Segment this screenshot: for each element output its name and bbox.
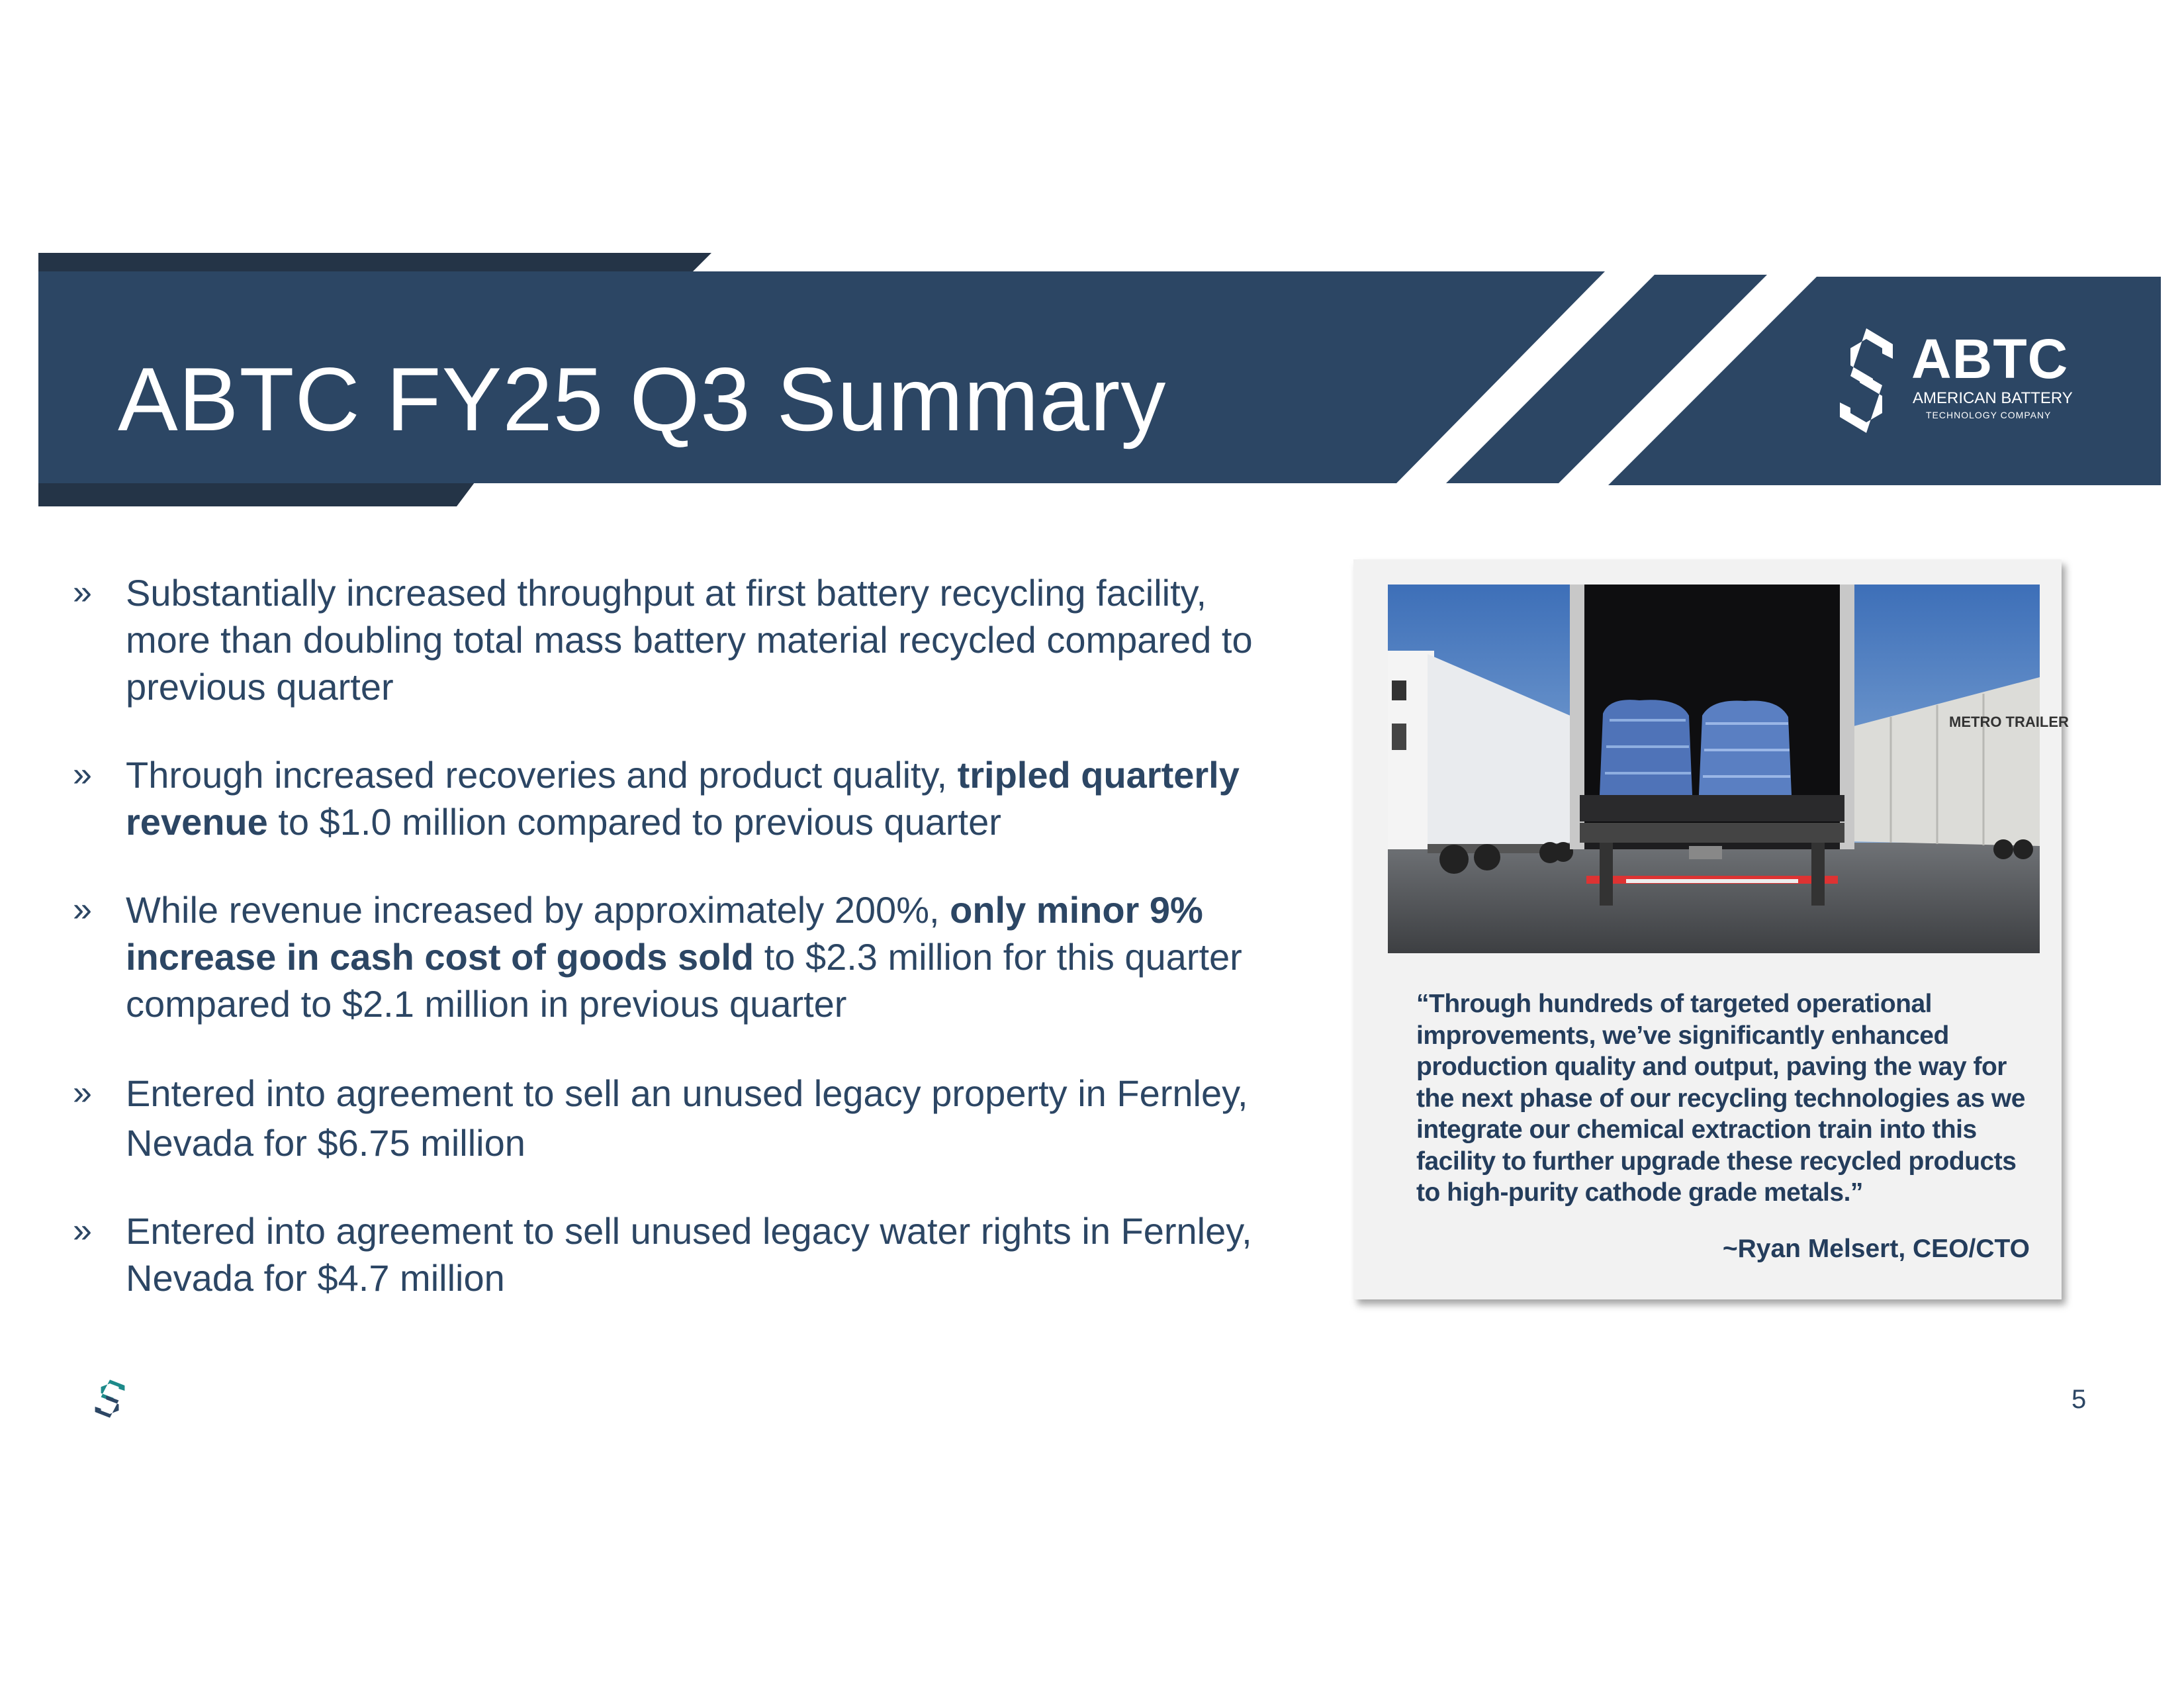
- trailer-photo: [1388, 585, 2069, 953]
- bullet-marker: »: [73, 1074, 92, 1112]
- bullet-throughput: [73, 569, 1264, 710]
- footer-logo-icon: [91, 1378, 128, 1419]
- bullet-marker: »: [73, 755, 92, 794]
- bullet-text-lead: Through increased recoveries and product quality,: [126, 754, 958, 796]
- bullet-text: Entered into agreement to sell an unused legacy property in Fernley, Nevada for $6.75 million: [126, 1072, 1248, 1164]
- logo-tagline-1: AMERICAN BATTERY: [1913, 389, 2073, 407]
- bullet-text-tail: to $1.0 million compared to previous quarter: [267, 801, 1001, 843]
- bullet-text-emphasis: only minor 9% increase in cash cost of goods sold: [126, 889, 1203, 978]
- bullet-text: Substantially increased throughput at first battery recycling facility, more than doubling total mass battery material recycled compared to previous quarter: [126, 572, 1253, 708]
- summary-bullets: [73, 569, 1264, 1301]
- logo-wordmark: ABTC: [1911, 328, 2069, 390]
- logo-tagline-2: TECHNOLOGY COMPANY: [1926, 410, 2052, 420]
- bullet-cost: [73, 886, 1264, 1027]
- slide-title: ABTC FY25 Q3 Summary: [118, 349, 1167, 449]
- quote-attribution: ~Ryan Melsert, CEO/CTO: [1722, 1235, 2030, 1263]
- bullet-text-tail: to $2.3 million for this quarter compared to $2.1 million in previous quarter: [126, 936, 1242, 1025]
- bullet-marker: »: [73, 573, 92, 612]
- bullet-property-sale: [73, 1068, 1264, 1168]
- abtc-logo: [1833, 324, 2085, 437]
- bullet-marker: »: [73, 890, 92, 929]
- bullet-text-lead: While revenue increased by approximately 200%,: [126, 889, 950, 931]
- bullet-marker: »: [73, 1211, 92, 1250]
- trailer-photo-illustration: [1388, 585, 2069, 953]
- bullet-text: Entered into agreement to sell unused legacy water rights in Fernley, Nevada for $4.7 million: [126, 1210, 1252, 1299]
- trailer-label: METRO TRAILER: [1949, 714, 2069, 730]
- bullet-water-rights: [73, 1207, 1264, 1301]
- ceo-quote: “Through hundreds of targeted operational improvements, we’ve significantly enhanced production quality and output, paving the way for the next phase of our recycling technologies as we integrate our chemical extraction train into this facility to further upgrade these recycled products to high-purity cathode grade metals.”: [1416, 990, 2025, 1207]
- bullet-text-emphasis: tripled quarterly revenue: [126, 754, 1240, 843]
- bullet-revenue: [73, 751, 1264, 845]
- page-number: 5: [2071, 1385, 2087, 1414]
- quote-card: [1353, 559, 2069, 1299]
- abtc-logo-icon: [1833, 324, 1899, 437]
